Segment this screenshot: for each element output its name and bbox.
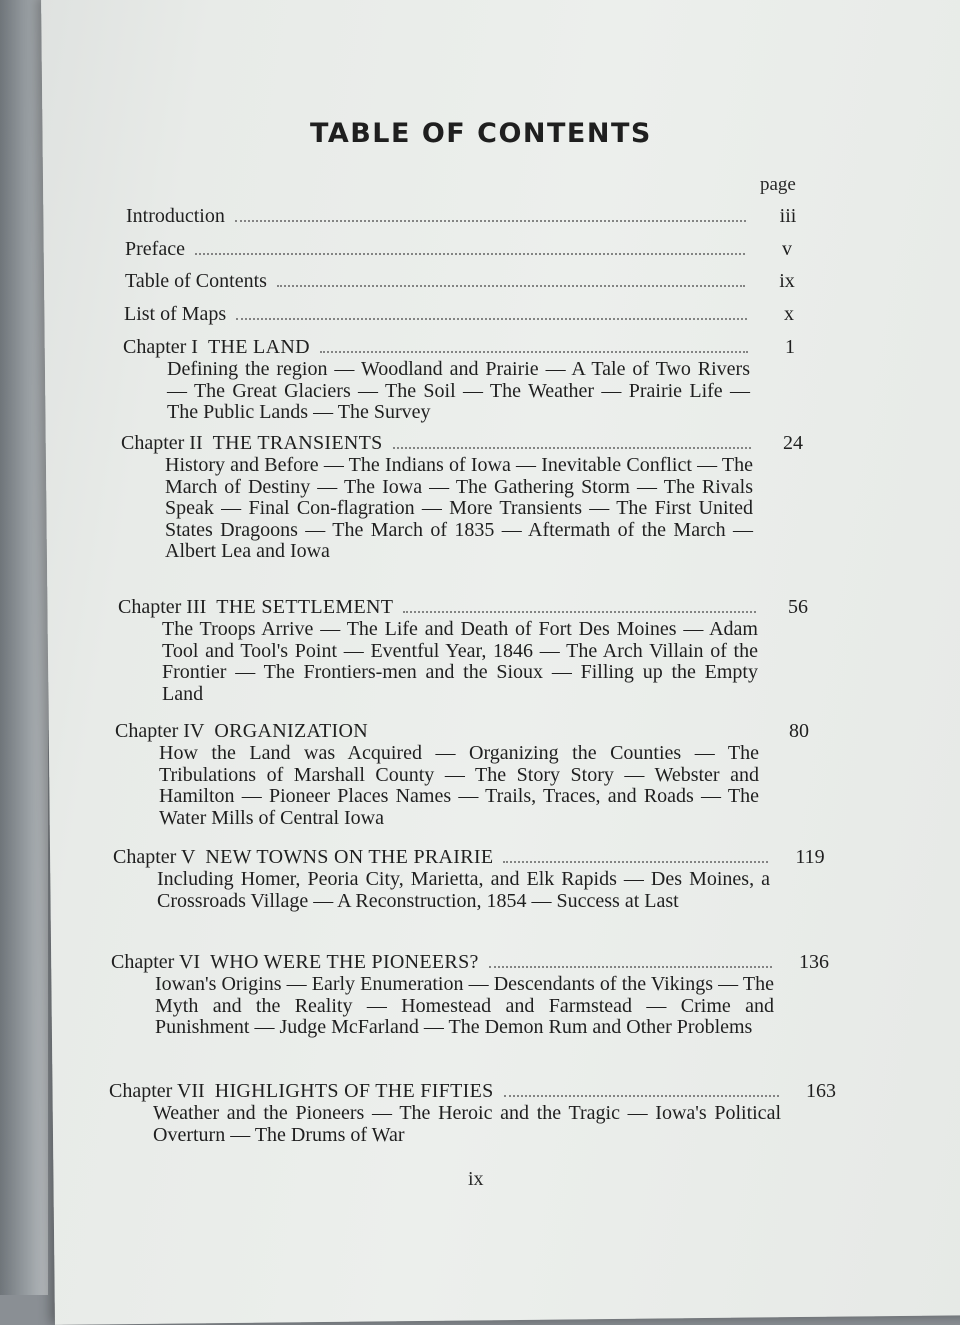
- page-number: ix: [468, 1168, 484, 1190]
- chapter-title: HIGHLIGHTS OF THE FIFTIES: [214, 1080, 494, 1102]
- dot-leader: [277, 284, 745, 287]
- toc-entry-page: ix: [779, 270, 795, 292]
- chapter-page: 1: [785, 336, 795, 358]
- toc-entry-introduction[interactable]: [126, 205, 816, 228]
- chapter-label: Chapter VII: [109, 1080, 205, 1102]
- chapter-label: Chapter II: [121, 432, 203, 454]
- chapter-title: THE TRANSIENTS: [212, 432, 383, 454]
- toc-entry-title: Preface: [125, 238, 185, 260]
- chapter-title: NEW TOWNS ON THE PRAIRIE: [205, 846, 494, 868]
- chapter-description: How the Land was Acquired — Organizing the Counties — The Tribulations of Marshall County — The Story Story — Webster and Hamilton — Pioneer Places Names — Trails, Traces, and Roads — The Water Mills of Central Iowa: [159, 742, 759, 829]
- chapter-title: THE SETTLEMENT: [216, 596, 394, 618]
- chapter-label: Chapter I: [123, 336, 198, 358]
- chapter-label: Chapter VI: [111, 951, 201, 973]
- chapter-page: 24: [783, 432, 803, 454]
- chapter-label: Chapter IV: [115, 720, 205, 742]
- toc-entry-page: iii: [779, 205, 797, 227]
- chapter-description: Defining the region — Woodland and Prairie — A Tale of Two Rivers — The Great Glaciers — The Soil — The Weather — Prairie Life — The Public Lands — The Survey: [167, 358, 750, 423]
- toc-entry-page: v: [782, 238, 792, 260]
- chapter-page: 119: [795, 846, 825, 868]
- toc-entry-chapter-2[interactable]: [121, 432, 821, 563]
- chapter-page: 163: [806, 1080, 836, 1102]
- chapter-description: History and Before — The Indians of Iowa — Inevitable Conflict — The March of Destiny — The Iowa — The Gathering Storm — The Rivals Speak — Final Con-flagration — More Transients — The First United States Dragoons — The March of 1835 — Aftermath of the March — Albert Lea and Iowa: [165, 454, 753, 562]
- toc-entry-chapter-1[interactable]: [123, 336, 818, 424]
- chapter-page: 136: [799, 951, 829, 973]
- dot-leader: [236, 317, 747, 320]
- dot-leader: [504, 1094, 779, 1097]
- toc-entry-chapter-3[interactable]: [118, 596, 826, 705]
- dot-leader: [320, 350, 748, 353]
- toc-entry-title: List of Maps: [124, 303, 227, 325]
- dot-leader: [489, 965, 772, 968]
- chapter-title: WHO WERE THE PIONEERS?: [210, 951, 479, 973]
- toc-entry-chapter-7[interactable]: [109, 1080, 849, 1146]
- chapter-title: ORGANIZATION: [214, 720, 369, 742]
- chapter-description: Iowan's Origins — Early Enumeration — Descendants of the Vikings — The Myth and the Reality — Homestead and Farmstead — Crime and Punishment — Judge McFarland — The Demon Rum and Other Problems: [155, 973, 774, 1038]
- dot-leader: [235, 219, 746, 222]
- chapter-description: The Troops Arrive — The Life and Death of Fort Des Moines — Adam Tool and Tool's Point — Eventful Year, 1846 — The Arch Villain of the Frontier — The Frontiers-men and the Sioux — Filling up the Empty Land: [162, 618, 758, 705]
- chapter-page: 80: [789, 720, 809, 742]
- dot-leader: [378, 734, 757, 737]
- dot-leader: [393, 446, 751, 449]
- dot-leader: [503, 860, 768, 863]
- toc-entry-chapter-5[interactable]: [113, 846, 838, 912]
- background-edge: [0, 0, 48, 1295]
- chapter-description: Weather and the Pioneers — The Heroic and the Tragic — Iowa's Political Overturn — The Drums of War: [153, 1102, 781, 1146]
- toc-entry-title: Introduction: [126, 205, 225, 227]
- dot-leader: [403, 610, 756, 613]
- toc-entry-table-of-contents[interactable]: [125, 270, 815, 293]
- chapter-page: 56: [788, 596, 808, 618]
- chapter-title: THE LAND: [207, 336, 310, 358]
- chapter-description: Including Homer, Peoria City, Marietta, and Elk Rapids — Des Moines, a Crossroads Village — A Reconstruction, 1854 — Success at Last: [157, 868, 770, 912]
- toc-entry-chapter-4[interactable]: [115, 720, 827, 829]
- chapter-label: Chapter III: [118, 596, 207, 618]
- toc-entry-list-of-maps[interactable]: [124, 303, 817, 326]
- toc-entry-chapter-6[interactable]: [111, 951, 842, 1039]
- toc-entry-preface[interactable]: [125, 238, 815, 261]
- dot-leader: [195, 252, 745, 255]
- page-column-label: page: [760, 174, 796, 195]
- toc-entry-title: Table of Contents: [125, 270, 267, 292]
- chapter-label: Chapter V: [113, 846, 196, 868]
- page-title: TABLE OF CONTENTS: [310, 118, 652, 149]
- toc-entry-page: x: [784, 303, 794, 325]
